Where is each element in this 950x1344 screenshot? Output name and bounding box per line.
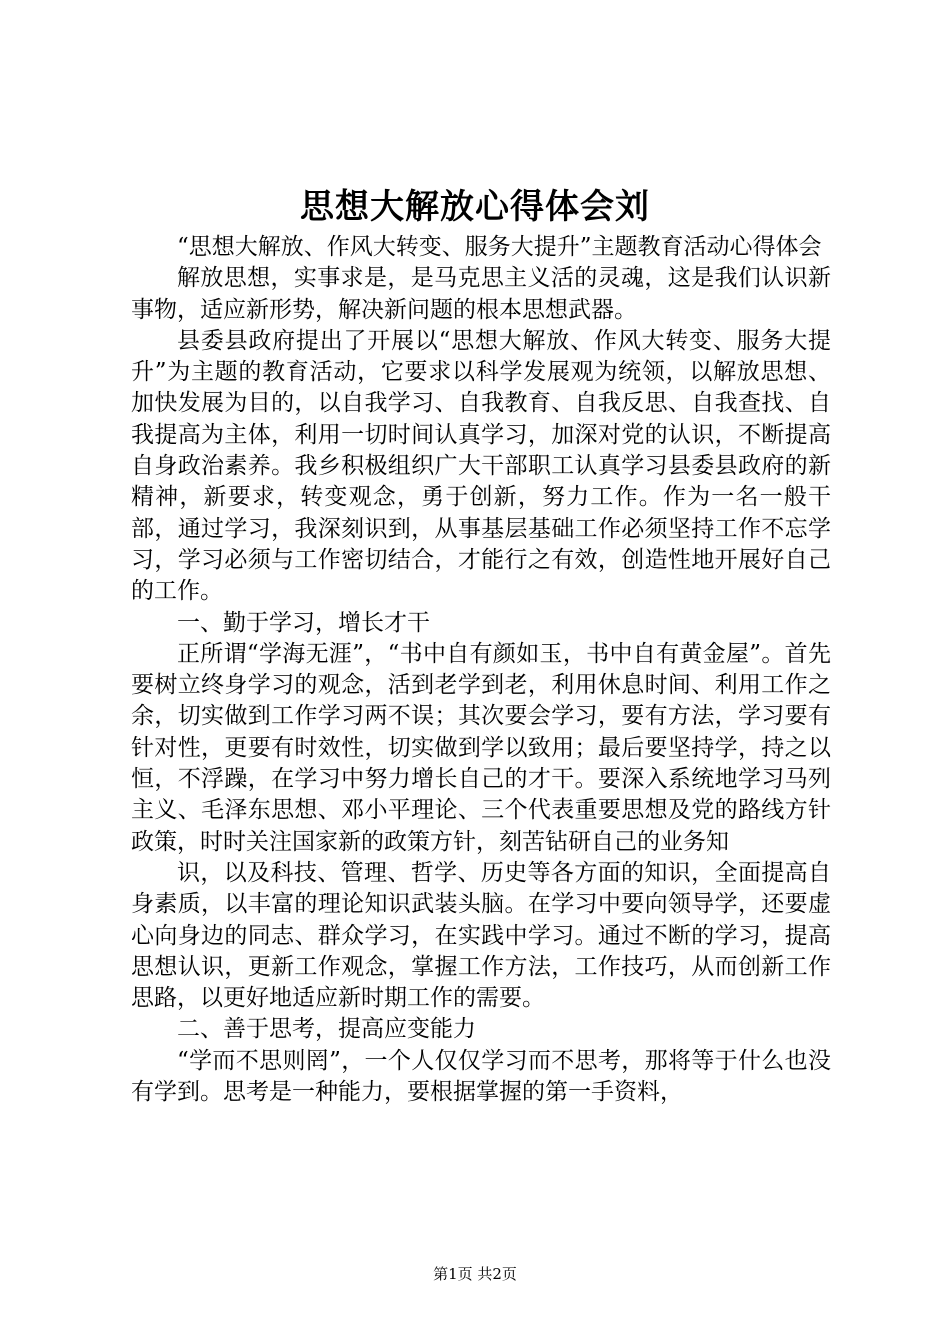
section-heading-2: 二、善于思考，提高应变能力 xyxy=(177,1016,476,1043)
paragraph-1: 解放思想，实事求是，是马克思主义活的灵魂，这是我们认识新事物，适应新形势，解决新问题的根本思想武器。 xyxy=(131,265,831,323)
paragraph-3: 正所谓“学海无涯”，“书中自有颜如玉，书中自有黄金屋”。首先要树立终身学习的观念，活到老学到老，利用休息时间、利用工作之余，切实做到工作学习两不误；其次要会学习，要有方法，学习要有针对性，更要有时效性，切实做到学以致用；最后要坚持学，持之以恒，不浮躁，在学习中努力增长自己的才干。要深入系统地学习马列主义、毛泽东思想、邓小平理论、三个代表重要思想及党的路线方针政策，时时关注国家新的政策方针，刻苦钻研自己的业务知 xyxy=(131,640,831,855)
paragraph-2: 县委县政府提出了开展以“思想大解放、作风大转变、服务大提升”为主题的教育活动，它要求以科学发展观为统领，以解放思想、加快发展为目的，以自我学习、自我教育、自我反思、自我查找、自我提高为主体，利用一切时间认真学习，加深对党的认识，不断提高自身政治素养。我乡积极组织广大干部职工认真学习县委县政府的新精神，新要求，转变观念，勇于创新，努力工作。作为一名一般干部，通过学习，我深刻识到，从事基层基础工作必须坚持工作不忘学习，学习必须与工作密切结合，才能行之有效，创造性地开展好自己的工作。 xyxy=(131,327,831,605)
document-body xyxy=(131,232,831,1108)
document-title: 思想大解放心得体会刘 xyxy=(300,187,650,227)
paragraph-4: 识，以及科技、管理、哲学、历史等各方面的知识，全面提高自身素质，以丰富的理论知识武装头脑。在学习中要向领导学，还要虚心向身边的同志、群众学习，在实践中学习。通过不断的学习，提高思想认识，更新工作观念，掌握工作方法，工作技巧，从而创新工作思路，以更好地适应新时期工作的需要。 xyxy=(131,859,831,1012)
paragraph-5: “学而不思则罔”，一个人仅仅学习而不思考，那将等于什么也没有学到。思考是一种能力，要根据掌握的第一手资料， xyxy=(131,1047,831,1106)
section-heading-1: 一、勤于学习，增长才干 xyxy=(177,609,430,636)
page-number-footer: 第1页 共2页 xyxy=(433,1265,517,1283)
paragraph-subtitle: “思想大解放、作风大转变、服务大提升”主题教育活动心得体会 xyxy=(177,234,822,260)
